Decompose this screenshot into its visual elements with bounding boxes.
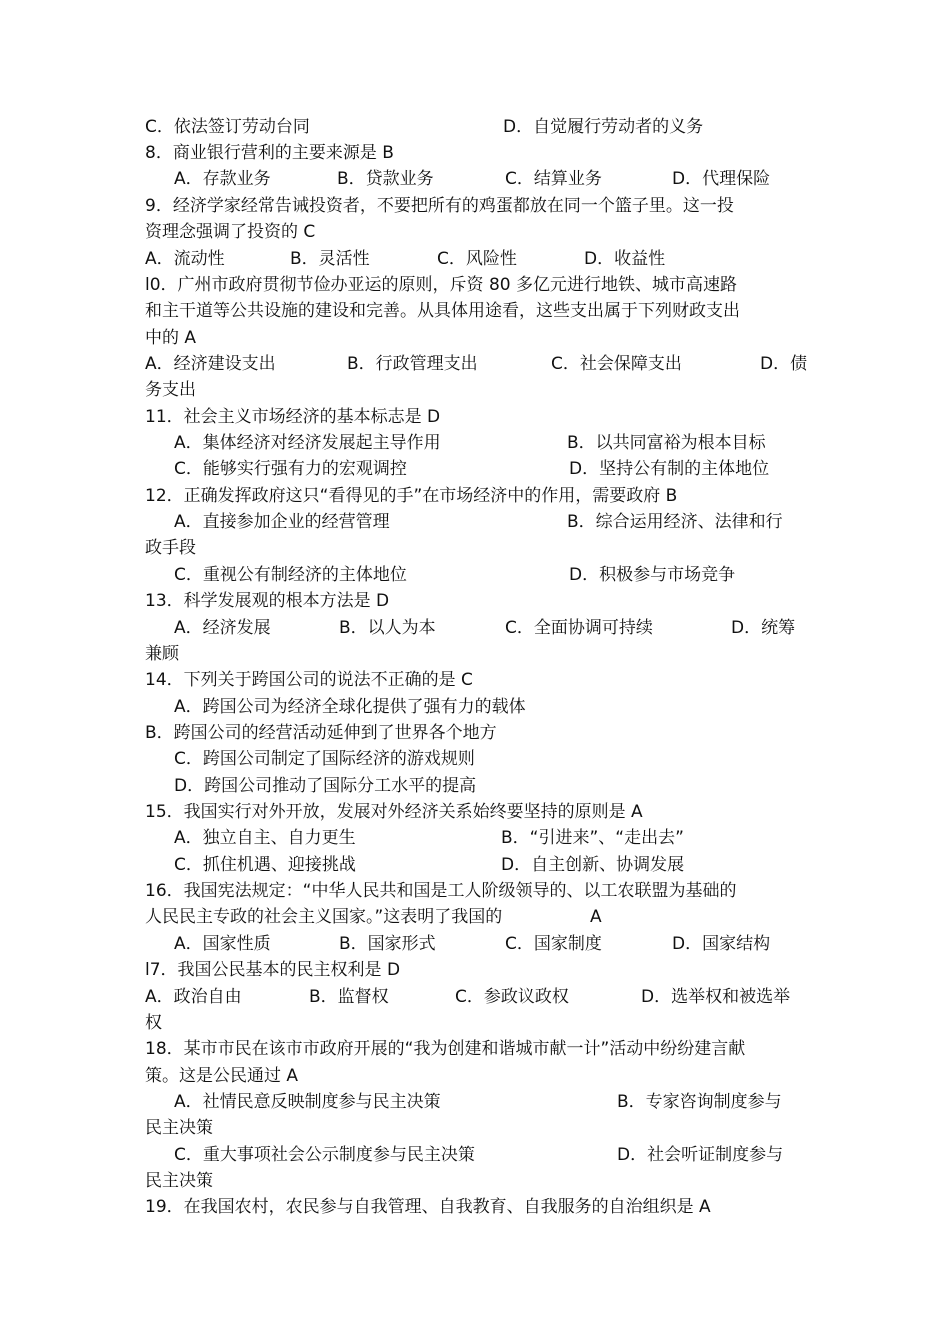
text-line [0, 509, 950, 535]
option-text: B．综合运用经济、法律和行 [567, 512, 783, 532]
line-text: C．重视公有制经济的主体地位 [174, 565, 407, 585]
text-line [0, 562, 950, 588]
line-text: A．跨国公司为经济全球化提供了强有力的载体 [174, 697, 526, 717]
text-line [0, 957, 950, 983]
text-line [0, 298, 950, 324]
option-text: D．选举权和被选举 [641, 987, 791, 1007]
option-text: B．专家咨询制度参与 [617, 1092, 782, 1112]
text-line [0, 456, 950, 482]
text-line [0, 1063, 950, 1089]
line-text: 和主干道等公共设施的建设和完善。从具体用途看，这些支出属于下列财政支出 [145, 301, 740, 321]
line-text: 13．科学发展观的根本方法是 D [145, 591, 390, 611]
text-line [0, 219, 950, 245]
text-line [0, 1115, 950, 1141]
text-line [0, 904, 950, 930]
line-text: A．流动性 [145, 249, 225, 269]
text-line [0, 746, 950, 772]
option-text: D．国家结构 [672, 934, 771, 954]
line-text: A．独立自主、自力更生 [174, 828, 356, 848]
line-text: A．经济发展 [174, 618, 271, 638]
text-line [0, 404, 950, 430]
line-text: A．直接参加企业的经营管理 [174, 512, 390, 532]
line-text: 民主决策 [145, 1171, 213, 1191]
text-line [0, 1010, 950, 1036]
option-text: B．行政管理支出 [347, 354, 478, 374]
text-line [0, 351, 950, 377]
line-text: A．国家性质 [174, 934, 271, 954]
text-line [0, 272, 950, 298]
line-text: C．重大事项社会公示制度参与民主决策 [174, 1145, 475, 1165]
line-text: 9．经济学家经常告诫投资者，不要把所有的鸡蛋都放在同一个篮子里。这一投 [145, 196, 734, 216]
line-text: A．集体经济对经济发展起主导作用 [174, 433, 441, 453]
line-text: 权 [145, 1013, 162, 1033]
option-text: C．国家制度 [505, 934, 602, 954]
line-text: 14．下列关于跨国公司的说法不正确的是 C [145, 670, 473, 690]
text-line [0, 377, 950, 403]
text-line [0, 114, 950, 140]
option-text: B．监督权 [309, 987, 389, 1007]
line-text: B．跨国公司的经营活动延伸到了世界各个地方 [145, 723, 497, 743]
option-text: D．坚持公有制的主体地位 [569, 459, 770, 479]
line-text: 中的 A [145, 328, 197, 348]
line-text: 人民民主专政的社会主义国家。”这表明了我国的 [145, 907, 503, 927]
text-line [0, 641, 950, 667]
text-line [0, 140, 950, 166]
line-text: 16．我国宪法规定：“中华人民共和国是工人阶级领导的、以工农联盟为基础的 [145, 881, 737, 901]
line-text: 策。这是公民通过 A [145, 1066, 299, 1086]
text-line [0, 878, 950, 904]
line-text: C．能够实行强有力的宏观调控 [174, 459, 407, 479]
text-line [0, 667, 950, 693]
option-text: C．结算业务 [505, 169, 602, 189]
option-text: D．统筹 [731, 618, 796, 638]
line-text: 民主决策 [145, 1118, 213, 1138]
line-text: 11．社会主义市场经济的基本标志是 D [145, 407, 441, 427]
line-text: D．跨国公司推动了国际分工水平的提高 [174, 776, 477, 796]
option-text: C．风险性 [437, 249, 517, 269]
line-text: 务支出 [145, 380, 196, 400]
option-text: C．社会保障支出 [551, 354, 682, 374]
text-line [0, 193, 950, 219]
option-text: D．积极参与市场竞争 [569, 565, 736, 585]
line-text: A．经济建设支出 [145, 354, 276, 374]
text-line [0, 931, 950, 957]
option-text: B．以共同富裕为根本目标 [567, 433, 766, 453]
option-text: B．以人为本 [339, 618, 436, 638]
text-line [0, 825, 950, 851]
text-line [0, 1168, 950, 1194]
option-text: B．灵活性 [290, 249, 370, 269]
option-text: A [590, 907, 602, 927]
line-text: C．依法签订劳动台同 [145, 117, 310, 137]
line-text: 19．在我国农村，农民参与自我管理、自我教育、自我服务的自治组织是 A [145, 1197, 711, 1217]
text-line [0, 535, 950, 561]
text-line [0, 588, 950, 614]
option-text: B．贷款业务 [337, 169, 434, 189]
line-text: A．存款业务 [174, 169, 271, 189]
option-text: D．自觉履行劳动者的义务 [503, 117, 704, 137]
line-text: 15．我国实行对外开放，发展对外经济关系始终要坚持的原则是 A [145, 802, 643, 822]
option-text: D．自主创新、协调发展 [501, 855, 685, 875]
text-line [0, 1036, 950, 1062]
line-text: 8．商业银行营利的主要来源是 B [145, 143, 394, 163]
line-text: 18．某市市民在该市市政府开展的“我为创建和谐城市献一计”活动中纷纷建言献 [145, 1039, 746, 1059]
text-line [0, 325, 950, 351]
option-text: D．社会听证制度参与 [617, 1145, 784, 1165]
line-text: A．社情民意反映制度参与民主决策 [174, 1092, 441, 1112]
line-text: 12．正确发挥政府这只“看得见的手”在市场经济中的作用，需要政府 B [145, 486, 678, 506]
text-line [0, 852, 950, 878]
text-line [0, 246, 950, 272]
option-text: B．国家形式 [339, 934, 436, 954]
line-text: l7．我国公民基本的民主权利是 D [145, 960, 401, 980]
line-text: 资理念强调了投资的 C [145, 222, 316, 242]
text-line [0, 166, 950, 192]
option-text: D．代理保险 [672, 169, 771, 189]
text-line [0, 984, 950, 1010]
line-text: A．政治自由 [145, 987, 242, 1007]
text-line [0, 1089, 950, 1115]
text-line [0, 799, 950, 825]
text-line [0, 615, 950, 641]
text-line [0, 694, 950, 720]
line-text: l0．广州市政府贯彻节俭办亚运的原则，斥资 80 多亿元进行地铁、城市高速路 [145, 275, 737, 295]
text-line [0, 483, 950, 509]
line-text: 兼顾 [145, 644, 179, 664]
option-text: D．收益性 [584, 249, 666, 269]
option-text: D．债 [760, 354, 808, 374]
option-text: B．“引进来”、“走出去” [501, 828, 684, 848]
text-line [0, 773, 950, 799]
text-line [0, 720, 950, 746]
line-text: C．跨国公司制定了国际经济的游戏规则 [174, 749, 475, 769]
option-text: C．参政议政权 [455, 987, 569, 1007]
text-line [0, 1194, 950, 1220]
text-line [0, 1142, 950, 1168]
text-line [0, 430, 950, 456]
option-text: C．全面协调可持续 [505, 618, 653, 638]
line-text: 政手段 [145, 538, 196, 558]
line-text: C．抓住机遇、迎接挑战 [174, 855, 356, 875]
